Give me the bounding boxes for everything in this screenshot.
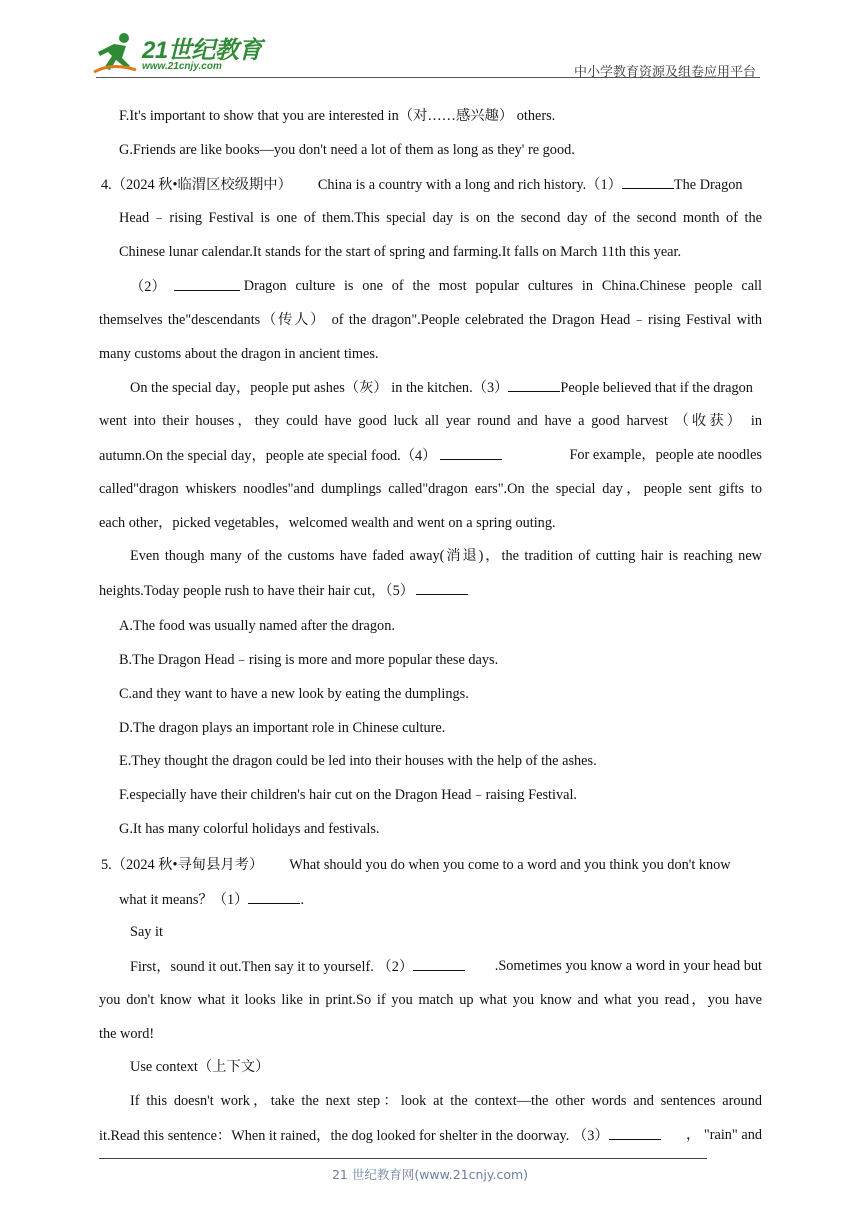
- text-line: F.It's important to show that you are interested in（对……感兴趣） others.: [119, 108, 556, 124]
- subheading: Say it: [130, 924, 163, 940]
- text-span: .Sometimes you know a word in your head but: [494, 958, 762, 974]
- text-span: The Dragon: [673, 177, 743, 193]
- option-a: A.The food was usually named after the dragon.: [119, 618, 395, 634]
- text-line: If this doesn't work，take the next step：look at the context—the other words and sentences around: [130, 1093, 762, 1109]
- text-span: it.Read this sentence：When it rained，the dog looked for shelter in the doorway. （3）: [99, 1128, 609, 1144]
- text-line: called"dragon whiskers noodles"and dumplings called"dragon ears".On the special day，people sent gifts to: [99, 481, 762, 497]
- text-line: many customs about the dragon in ancient times.: [99, 346, 379, 362]
- option-d: D.The dragon plays an important role in Chinese culture.: [119, 720, 446, 736]
- header-divider: [96, 77, 760, 78]
- question-5-heading: [101, 855, 731, 875]
- text-line: you don't know what it looks like in print.So if you match up what you know and what you read，you have: [99, 992, 762, 1008]
- text-line: [130, 956, 762, 977]
- answer-blank: [248, 889, 300, 904]
- text-line: went into their houses，they could have good luck all year round and have a good harvest （收获） in: [99, 413, 762, 429]
- text-span: Dragon culture is one of the most popular cultures in China.Chinese people call: [243, 278, 762, 294]
- text-line: [130, 377, 753, 398]
- text-span: heights.Today people rush to have their hair cut，（5）: [99, 583, 415, 599]
- answer-blank: [416, 580, 468, 595]
- logo-text: 21世纪教育: [142, 37, 262, 64]
- answer-blank: [609, 1125, 661, 1140]
- text-span: .: [300, 892, 305, 908]
- text-line: the word!: [99, 1026, 155, 1042]
- footer-divider: [99, 1158, 707, 1159]
- answer-blank: [413, 956, 465, 971]
- text-span: ， "rain" and: [686, 1127, 762, 1143]
- platform-title: 中小学教育资源及组卷应用平台: [573, 65, 756, 80]
- text-span: First，sound it out.Then say it to yourself. （2）: [130, 959, 414, 975]
- answer-blank: [622, 174, 674, 189]
- option-g: G.It has many colorful holidays and festivals.: [119, 821, 380, 837]
- text-line: [99, 1125, 762, 1146]
- text-line: [119, 889, 304, 910]
- runner-logo-icon: [92, 30, 140, 76]
- text-line: [130, 276, 762, 297]
- option-e: E.They thought the dragon could be led into their houses with the help of the ashes.: [119, 753, 597, 769]
- text-line: Head﹣rising Festival is one of them.This special day is on the second day of the second month of the: [119, 210, 762, 226]
- text-span: China is a country with a long and rich history.（1）: [317, 177, 622, 193]
- answer-blank: [440, 445, 502, 460]
- text-span: （2）: [130, 279, 166, 295]
- text-span: autumn.On the special day，people ate special food.（4）: [99, 448, 437, 464]
- question-source: 5.（2024 秋•寻甸县月考）: [101, 857, 264, 873]
- text-span: For example，people ate noodles: [569, 447, 762, 463]
- question-4-heading: [101, 174, 743, 195]
- option-c: C.and they want to have a new look by eating the dumplings.: [119, 686, 469, 702]
- option-b: B.The Dragon Head﹣rising is more and more popular these days.: [119, 652, 499, 668]
- text-line: Chinese lunar calendar.It stands for the start of spring and farming.It falls on March 11th this year.: [119, 244, 682, 260]
- answer-blank: [174, 276, 240, 291]
- text-line: [99, 445, 762, 466]
- text-span: What should you do when you come to a word and you think you don't know: [289, 857, 731, 873]
- page-footer: 21 世纪教育网(www.21cnjy.com): [331, 1167, 529, 1182]
- question-source: 4.（2024 秋•临渭区校级期中）: [101, 177, 292, 193]
- text-line: [99, 580, 468, 601]
- page-header: [0, 0, 860, 80]
- text-line: each other，picked vegetables，welcomed wealth and went on a spring outing.: [99, 515, 556, 531]
- text-line: Even though many of the customs have faded away(消退)，the tradition of cutting hair is reaching new: [130, 548, 762, 564]
- answer-blank: [508, 377, 560, 392]
- logo-url: www.21cnjy.com: [142, 61, 222, 72]
- text-line: themselves the"descendants（传人） of the dragon".People celebrated the Dragon Head﹣rising Festival with: [99, 312, 762, 328]
- text-span: On the special day，people put ashes（灰） in the kitchen.（3）: [130, 380, 509, 396]
- option-f: F.especially have their children's hair cut on the Dragon Head﹣raising Festival.: [119, 787, 578, 803]
- site-logo: [92, 30, 262, 78]
- text-span: what it means？（1）: [119, 892, 249, 908]
- text-span: People believed that if the dragon: [560, 380, 753, 396]
- subheading: Use context（上下文）: [130, 1059, 270, 1075]
- text-line: G.Friends are like books—you don't need a lot of them as long as they' re good.: [119, 142, 575, 158]
